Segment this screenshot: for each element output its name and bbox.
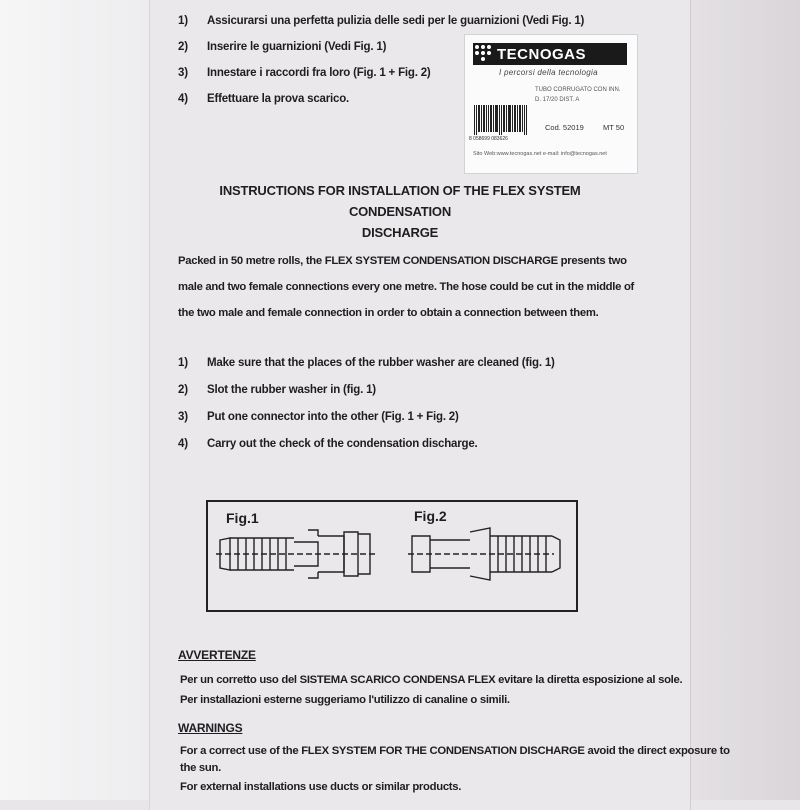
warnings-line: the sun. — [180, 762, 221, 774]
step-text: Inserire le guarnizioni (Vedi Fig. 1) — [207, 41, 387, 53]
avvertenze-title: AVVERTENZE — [178, 648, 256, 662]
product-dimensions: D. 17/20 DIST. A — [535, 97, 580, 103]
list-item — [178, 8, 584, 34]
title-line: DISCHARGE — [361, 225, 439, 240]
website-text: Sito Web:www.tecnogas.net e-mail: info@tecnogas.net — [473, 151, 607, 157]
background-right — [675, 0, 800, 800]
step-text: Make sure that the places of the rubber washer are cleaned (fig. 1) — [207, 356, 555, 369]
fig1-label: Fig.1 — [226, 510, 259, 526]
warnings-line: For external installations use ducts or similar products. — [180, 781, 462, 793]
title-line: INSTRUCTIONS FOR INSTALLATION OF THE FLEX SYSTEM CONDENSATION — [219, 183, 581, 219]
hose-diagram — [208, 502, 576, 610]
step-text: Effettuare la prova scarico. — [207, 93, 350, 105]
step-number: 2) — [178, 41, 188, 53]
step-number: 1) — [178, 15, 188, 27]
step-text: Put one connector into the other (Fig. 1 + Fig. 2) — [207, 410, 459, 423]
step-text: Slot the rubber washer in (fig. 1) — [207, 383, 376, 396]
product-label — [464, 34, 638, 174]
brand-logo — [473, 43, 627, 65]
step-text: Innestare i raccordi fra loro (Fig. 1 + Fig. 2) — [207, 67, 431, 79]
logo-dots-icon — [475, 45, 493, 63]
step-number: 1) — [178, 356, 188, 369]
product-length: MT 50 — [603, 123, 625, 132]
fig2-label: Fig.2 — [414, 508, 447, 524]
warnings-title: WARNINGS — [178, 721, 243, 735]
fig1-hose-drawing — [216, 530, 376, 578]
avvertenze-line: Per installazioni esterne suggeriamo l'utilizzo di canaline o simili. — [180, 694, 510, 706]
brand-tagline: I percorsi della tecnologia — [499, 68, 598, 77]
list-item — [178, 376, 555, 403]
list-item — [178, 349, 555, 376]
barcode-number: 8 058699 083626 — [469, 136, 508, 142]
product-description: TUBO CORRUGATO CON INN. — [535, 87, 621, 93]
avvertenze-line: Per un corretto uso del SISTEMA SCARICO CONDENSA FLEX evitare la diretta esposizione al sole. — [180, 674, 683, 686]
english-steps-list — [178, 349, 555, 457]
step-number: 4) — [178, 437, 188, 450]
intro-paragraph: Packed in 50 metre rolls, the FLEX SYSTEM CONDENSATION DISCHARGE presents two male and two female connections every one metre. The hose could be cut in the middle of the two male and female connection in order to obtain a connection between them. — [178, 255, 635, 319]
list-item — [178, 403, 555, 430]
background-left — [0, 0, 168, 800]
brand-name: TECNOGAS — [497, 45, 587, 63]
figure-panel — [206, 500, 578, 612]
warnings-line: For a correct use of the FLEX SYSTEM FOR THE CONDENSATION DISCHARGE avoid the direct exposure to — [180, 745, 730, 757]
step-number: 3) — [178, 410, 188, 423]
list-item — [178, 430, 555, 457]
page-title — [175, 180, 625, 243]
step-number: 2) — [178, 383, 188, 396]
fig2-hose-drawing — [408, 528, 560, 580]
barcode-icon — [473, 105, 529, 135]
step-number: 3) — [178, 67, 188, 79]
step-text: Assicurarsi una perfetta pulizia delle sedi per le guarnizioni (Vedi Fig. 1) — [207, 15, 585, 27]
step-number: 4) — [178, 93, 188, 105]
product-code: Cod. 52019 — [545, 123, 584, 132]
step-text: Carry out the check of the condensation discharge. — [207, 437, 478, 450]
